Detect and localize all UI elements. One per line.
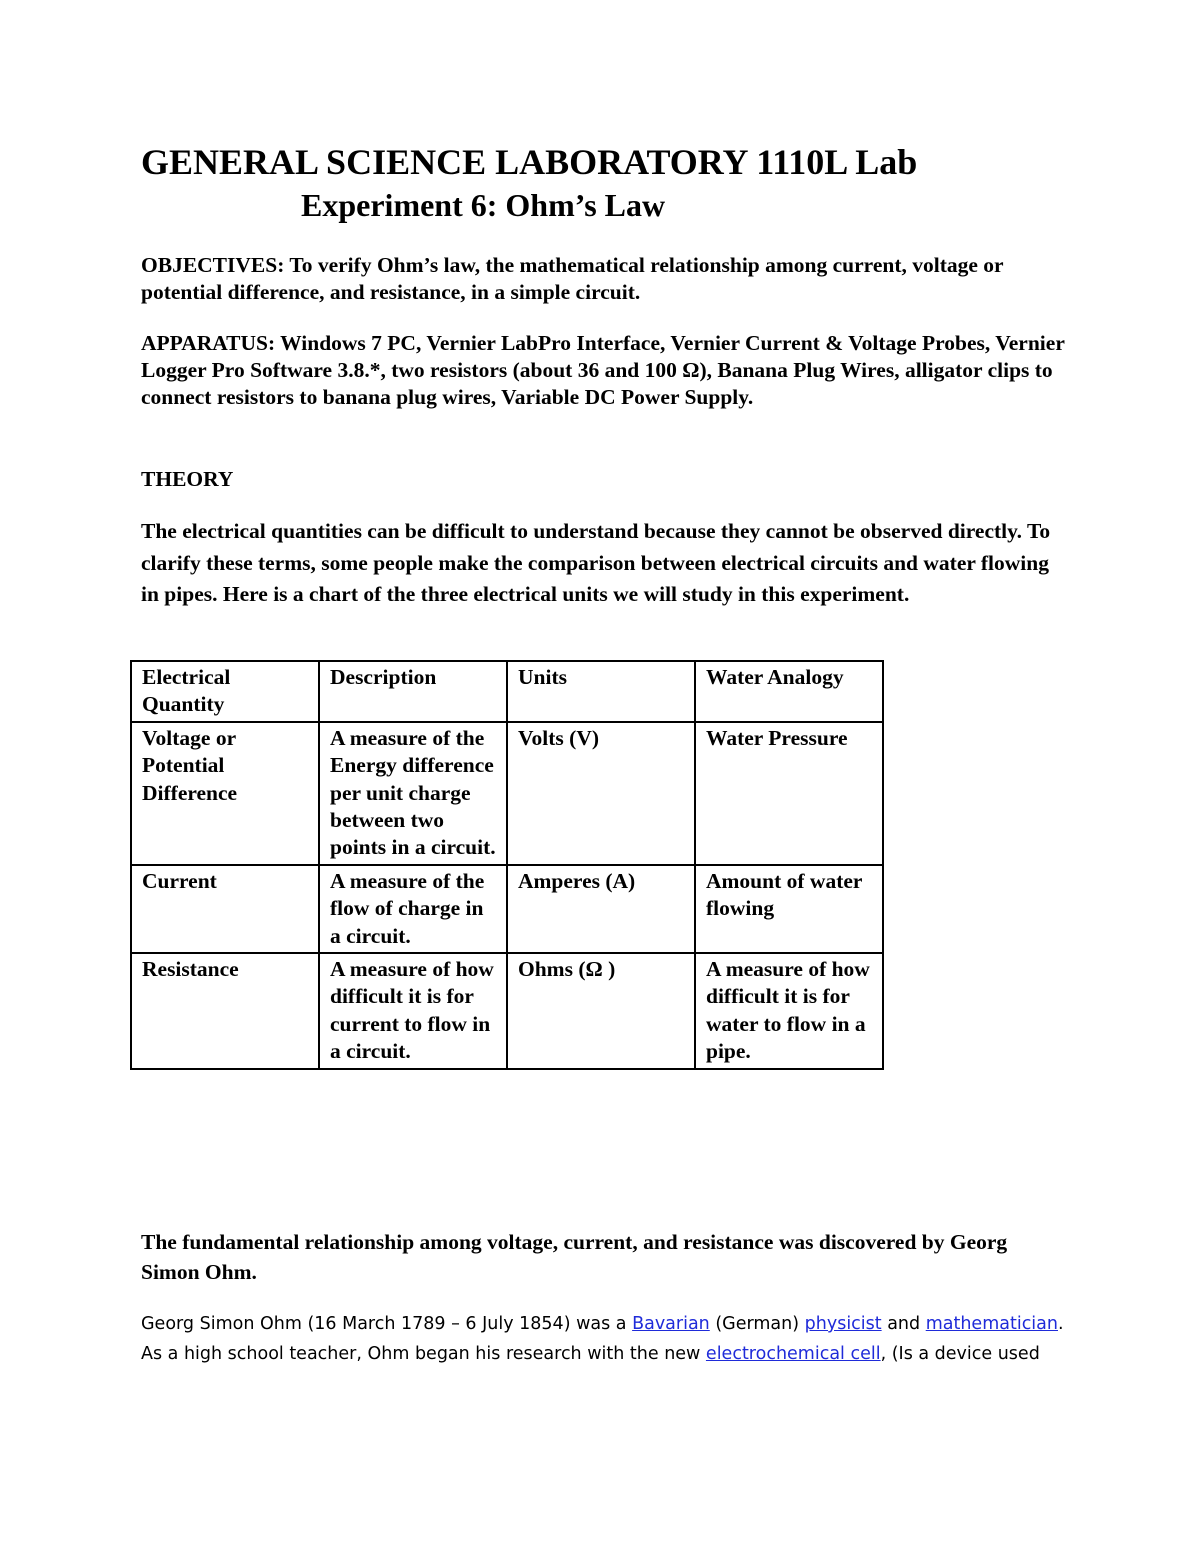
table-header-cell: Electrical Quantity xyxy=(131,661,319,722)
theory-paragraph: The electrical quantities can be difficult to understand because they cannot be observed directly. To clarify these terms, some people make the comparison between electrical circuits and water flowing in pipes. Here is a chart of the three electrical units we will study in this experiment. xyxy=(141,519,1051,606)
table-cell: Current xyxy=(131,865,319,953)
objectives-paragraph: OBJECTIVES: To verify Ohm’s law, the mathematical relationship among current, voltage or potential difference, and resistance, in a simple circuit. xyxy=(141,253,1004,304)
table-cell: A measure of how difficult it is for water to flow in a pipe. xyxy=(695,953,883,1069)
table-cell: A measure of the Energy difference per unit charge between two points in a circuit. xyxy=(319,722,507,865)
table-cell: Volts (V) xyxy=(507,722,695,865)
table-row xyxy=(131,865,883,953)
ohm-biography-paragraph xyxy=(141,1309,1071,1369)
bio-text: , (Is a device used xyxy=(880,1344,1040,1364)
table-header-row xyxy=(131,661,883,722)
bio-text: . As a high school teacher, Ohm began his research with the new xyxy=(141,1314,1064,1364)
table-cell: A measure of the flow of charge in a circuit. xyxy=(319,865,507,953)
table-cell: Amount of water flowing xyxy=(695,865,883,953)
bio-text: and xyxy=(881,1314,926,1334)
electrochemical-cell-link[interactable]: electrochemical cell xyxy=(705,1344,881,1364)
apparatus-paragraph: APPARATUS: Windows 7 PC, Vernier LabPro Interface, Vernier Current & Voltage Probes, Vernier Logger Pro Software 3.8.*, two resistors (about 36 and 100 Ω), Banana Plug Wires, alligator clips to connect resistors to banana plug wires, Variable DC Power Supply. xyxy=(141,331,1065,409)
physicist-link[interactable]: physicist xyxy=(804,1314,882,1334)
table-cell: A measure of how difficult it is for current to flow in a circuit. xyxy=(319,953,507,1069)
bio-text: Georg Simon Ohm (16 March 1789 – 6 July 1854) was a xyxy=(141,1314,633,1334)
bavarian-link[interactable]: Bavarian xyxy=(632,1314,710,1334)
table-header-cell: Water Analogy xyxy=(695,661,883,722)
table-cell: Voltage or Potential Difference xyxy=(131,722,319,865)
experiment-title: Experiment 6: Ohm’s Law xyxy=(301,187,666,223)
bio-text: (German) xyxy=(709,1314,805,1334)
table-row xyxy=(131,953,883,1069)
table-cell: Ohms (Ω ) xyxy=(507,953,695,1069)
table-cell: Water Pressure xyxy=(695,722,883,865)
table-row xyxy=(131,722,883,865)
mathematician-link[interactable]: mathematician xyxy=(925,1314,1058,1334)
table-header-cell: Units xyxy=(507,661,695,722)
theory-heading: THEORY xyxy=(141,467,234,491)
table-cell: Resistance xyxy=(131,953,319,1069)
table-header-cell: Description xyxy=(319,661,507,722)
electrical-quantities-table xyxy=(130,660,884,1070)
table-cell: Amperes (A) xyxy=(507,865,695,953)
ohm-discovery-paragraph: The fundamental relationship among voltage, current, and resistance was discovered by Georg Simon Ohm. xyxy=(141,1230,1008,1284)
document-title: GENERAL SCIENCE LABORATORY 1110L Lab xyxy=(141,142,918,182)
